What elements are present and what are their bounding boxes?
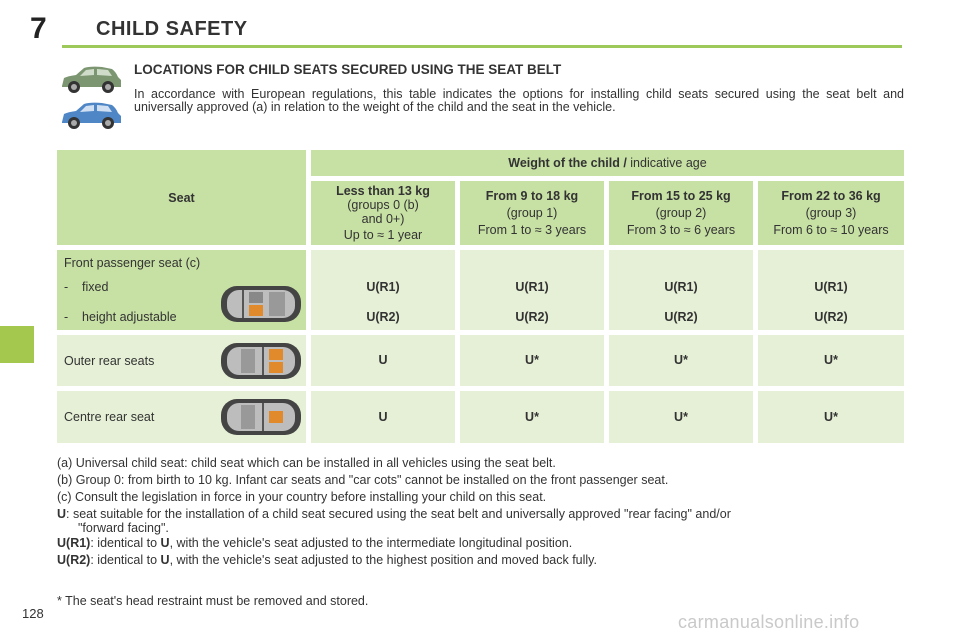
column-age: From 6 to ≈ 10 years (773, 222, 889, 237)
note-ur2-label: U(R2) (57, 553, 91, 567)
outer-rear-values-col3 (609, 335, 753, 386)
value-cell: U(R1) (515, 280, 549, 294)
header-divider (62, 45, 902, 48)
value-cell: U (378, 410, 388, 424)
column-header (758, 181, 904, 245)
column-age: From 3 to ≈ 6 years (626, 222, 736, 237)
value-cell: U* (824, 353, 838, 367)
centre-rear-values-col1 (311, 391, 455, 443)
note-ur1-label: U(R1) (57, 536, 91, 550)
column-header (311, 181, 455, 245)
centre-rear-values-col3 (609, 391, 753, 443)
note-ur2-u: U (160, 553, 170, 567)
weight-header-bold: Weight of the child / (508, 156, 627, 170)
column-title: From 15 to 25 kg (631, 188, 731, 203)
column-group: (group 3) (805, 205, 857, 220)
note-u-continuation: "forward facing". (78, 521, 169, 535)
note-u (57, 507, 904, 521)
column-group: (group 2) (655, 205, 707, 220)
note-c: (c) Consult the legislation in force in your country before installing your child on this seat. (57, 490, 547, 504)
note-u-text: : seat suitable for the installation of a child seat secured using the seat belt and universally approved "rear facing" and/or (66, 507, 731, 521)
value-cell: U(R2) (814, 310, 848, 324)
front-values-col2 (460, 250, 604, 330)
column-group: (groups 0 (b) (347, 198, 419, 212)
note-u-label: U (57, 507, 67, 521)
value-cell: U(R2) (366, 310, 400, 324)
column-title: From 9 to 18 kg (485, 188, 579, 203)
child-seat-table (57, 150, 904, 445)
car-seat-diagram-outer-rear-icon (219, 339, 303, 383)
note-star: * The seat's head restraint must be removed and stored. (57, 594, 369, 608)
seat-header: Seat (57, 150, 306, 245)
value-cell: U* (674, 353, 688, 367)
note-ur1-u: U (160, 536, 170, 550)
value-cell: U(R1) (664, 280, 698, 294)
column-title: From 22 to 36 kg (781, 188, 881, 203)
note-ur2 (57, 553, 597, 567)
blue-car-icon (58, 100, 124, 132)
centre-rear-label-cell (57, 391, 306, 443)
page-number: 128 (22, 606, 44, 621)
front-values-col4 (758, 250, 904, 330)
outer-rear-values-col2 (460, 335, 604, 386)
outer-rear-values-col1 (311, 335, 455, 386)
note-ur1 (57, 536, 572, 550)
value-cell: U (378, 353, 388, 367)
chapter-side-tab (0, 326, 34, 363)
note-ur1-rest: , with the vehicle's seat adjusted to the intermediate longitudinal position. (169, 536, 573, 550)
note-ur2-mid: : identical to (90, 553, 161, 567)
outer-rear-values-col4 (758, 335, 904, 386)
outer-rear-label-cell (57, 335, 306, 386)
watermark: carmanualsonline.info (678, 612, 860, 632)
front-seat-label-cell (57, 250, 306, 330)
column-header (609, 181, 753, 245)
car-seat-diagram-centre-rear-icon (219, 395, 303, 439)
value-cell: U* (824, 410, 838, 424)
centre-rear-values-col2 (460, 391, 604, 443)
column-title: Less than 13 kg (336, 184, 430, 198)
outer-rear-label: Outer rear seats (64, 354, 155, 368)
intro-paragraph: In accordance with European regulations, this table indicates the options for installing child seats secured using the seat belt and universally approved (a) in relation to the weight of the child and the seat in the vehicle. (134, 87, 904, 114)
note-a: (a) Universal child seat: child seat which can be installed in all vehicles using the seat belt. (57, 456, 556, 470)
centre-rear-values-col4 (758, 391, 904, 443)
value-cell: U(R2) (515, 310, 549, 324)
value-cell: U* (674, 410, 688, 424)
column-group: (group 1) (506, 205, 558, 220)
front-values-col1 (311, 250, 455, 330)
front-seat-fixed-label: - fixed (64, 280, 109, 294)
chapter-title: CHILD SAFETY (96, 18, 248, 40)
front-seat-label: Front passenger seat (c) (64, 256, 201, 270)
column-age: From 1 to ≈ 3 years (477, 222, 587, 237)
value-cell: U(R1) (366, 280, 400, 294)
note-b: (b) Group 0: from birth to 10 kg. Infant car seats and "car cots" cannot be installed on the front passenger seat. (57, 473, 669, 487)
value-cell: U* (525, 410, 539, 424)
front-values-col3 (609, 250, 753, 330)
front-seat-adjustable-label: - height adjustable (64, 310, 177, 324)
note-ur1-mid: : identical to (90, 536, 161, 550)
weight-header-rest: indicative age (626, 156, 707, 170)
car-seat-diagram-front-icon (219, 282, 303, 326)
weight-header (311, 150, 904, 176)
column-header (460, 181, 604, 245)
column-age: Up to ≈ 1 year (343, 228, 423, 242)
note-ur2-rest: , with the vehicle's seat adjusted to the highest position and moved back fully. (169, 553, 597, 567)
value-cell: U(R1) (814, 280, 848, 294)
section-title: LOCATIONS FOR CHILD SEATS SECURED USING THE SEAT BELT (134, 62, 562, 77)
column-group: and 0+) (361, 212, 405, 226)
centre-rear-label: Centre rear seat (64, 410, 155, 424)
green-car-icon (58, 64, 124, 96)
chapter-number: 7 (30, 12, 47, 45)
value-cell: U* (525, 353, 539, 367)
value-cell: U(R2) (664, 310, 698, 324)
